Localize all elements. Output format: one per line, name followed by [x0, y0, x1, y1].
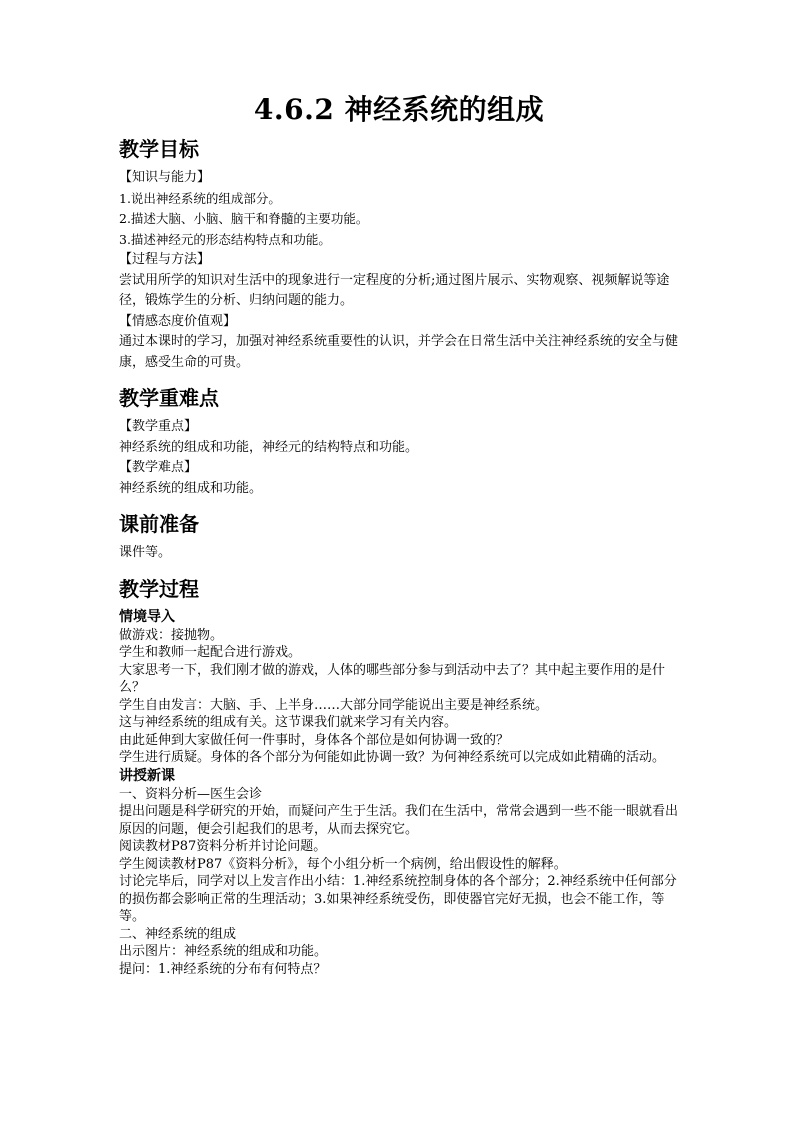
keypoint-label: 【教学难点】 [119, 460, 198, 475]
process-paragraph: 学生自由发言：大脑、手、上半身……大部分同学能说出主要是神经系统。 [119, 697, 549, 713]
process-paragraph: 由此延伸到大家做任何一件事时，身体各个部位是如何协调一致的？ [119, 732, 510, 748]
preparation-text: 课件等。 [119, 545, 172, 560]
keypoint-label: 【教学重点】 [119, 419, 198, 434]
process-paragraph: 阅读教材P87资料分析并讨论问题。 [119, 839, 327, 854]
process-paragraph: 出示图片：神经系统的组成和功能。 [119, 944, 328, 959]
process-paragraph: 讨论完毕后，同学对以上发言作出小结：1.神经系统控制身体的各个部分；2.神经系统中任何部分的损伤都会影响正常的生理活动；3.如果神经系统受伤，即使器官完好无损，也会不能工作，等等。 [119, 874, 677, 924]
keypoint-text: 神经系统的组成和功能。 [119, 480, 263, 496]
keypoint-text: 神经系统的组成和功能，神经元的结构特点和功能。 [119, 439, 419, 455]
section-teaching-process [119, 576, 679, 979]
document-page [119, 92, 679, 984]
section-heading: 教学重难点 [119, 386, 219, 410]
goal-paragraph: 尝试用所学的知识对生活中的现象进行一定程度的分析;通过图片展示、实物观察、视频解说等途径，锻炼学生的分析、归纳问题的能力。 [119, 272, 670, 308]
goal-item: 3.描述神经元的形态结构特点和功能。 [119, 231, 331, 247]
goal-category-label: 【知识与能力】 [119, 170, 211, 185]
goal-category-label: 【情感态度价值观】 [119, 313, 237, 329]
section-teaching-goals [119, 136, 679, 373]
process-paragraph: 提出问题是科学研究的开始，而疑问产生于生活。我们在生活中，常常会遇到一些不能一眼就看出原因的问题，便会引起我们的思考，从而去探究它。 [119, 804, 679, 837]
process-paragraph: 学生阅读教材P87《资料分析》，每个小组分析一个病例，给出假设性的解释。 [119, 856, 567, 872]
section-key-points [119, 385, 679, 499]
process-paragraph: 提问：1.神经系统的分布有何特点？ [119, 961, 327, 977]
goal-paragraph: 通过本课时的学习，加强对神经系统重要性的认识，并学会在日常生活中关注神经系统的安全与健康，感受生命的可贵。 [119, 334, 679, 370]
section-preparation [119, 511, 679, 564]
goal-item: 2.描述大脑、小脑、脑干和脊髓的主要功能。 [119, 211, 369, 226]
section-heading: 教学目标 [119, 137, 199, 161]
subheading-new-lesson: 讲授新课 [119, 767, 175, 784]
section-heading: 教学过程 [119, 576, 199, 601]
process-paragraph: 学生进行质疑。身体的各个部分为何能如此协调一致？为何神经系统可以完成如此精确的活动。 [119, 750, 666, 765]
process-paragraph: 学生和教师一起配合进行游戏。 [119, 645, 302, 660]
process-paragraph: 一、资料分析—医生会诊 [119, 786, 263, 802]
goal-item: 1.说出神经系统的组成部分。 [119, 190, 281, 206]
process-paragraph: 大家思考一下，我们刚才做的游戏，人体的哪些部分参与到活动中去了？其中起主要作用的是什么？ [119, 662, 666, 695]
process-paragraph: 二、神经系统的组成 [119, 926, 237, 942]
document-title: 4.6.2 神经系统的组成 [253, 93, 545, 126]
goal-category-label: 【过程与方法】 [119, 252, 211, 267]
section-heading: 课前准备 [119, 512, 199, 536]
subheading-scenario-intro: 情境导入 [119, 608, 175, 625]
process-paragraph: 这与神经系统的组成有关。这节课我们就来学习有关内容。 [119, 715, 458, 730]
process-paragraph: 做游戏：接抛物。 [119, 627, 224, 643]
